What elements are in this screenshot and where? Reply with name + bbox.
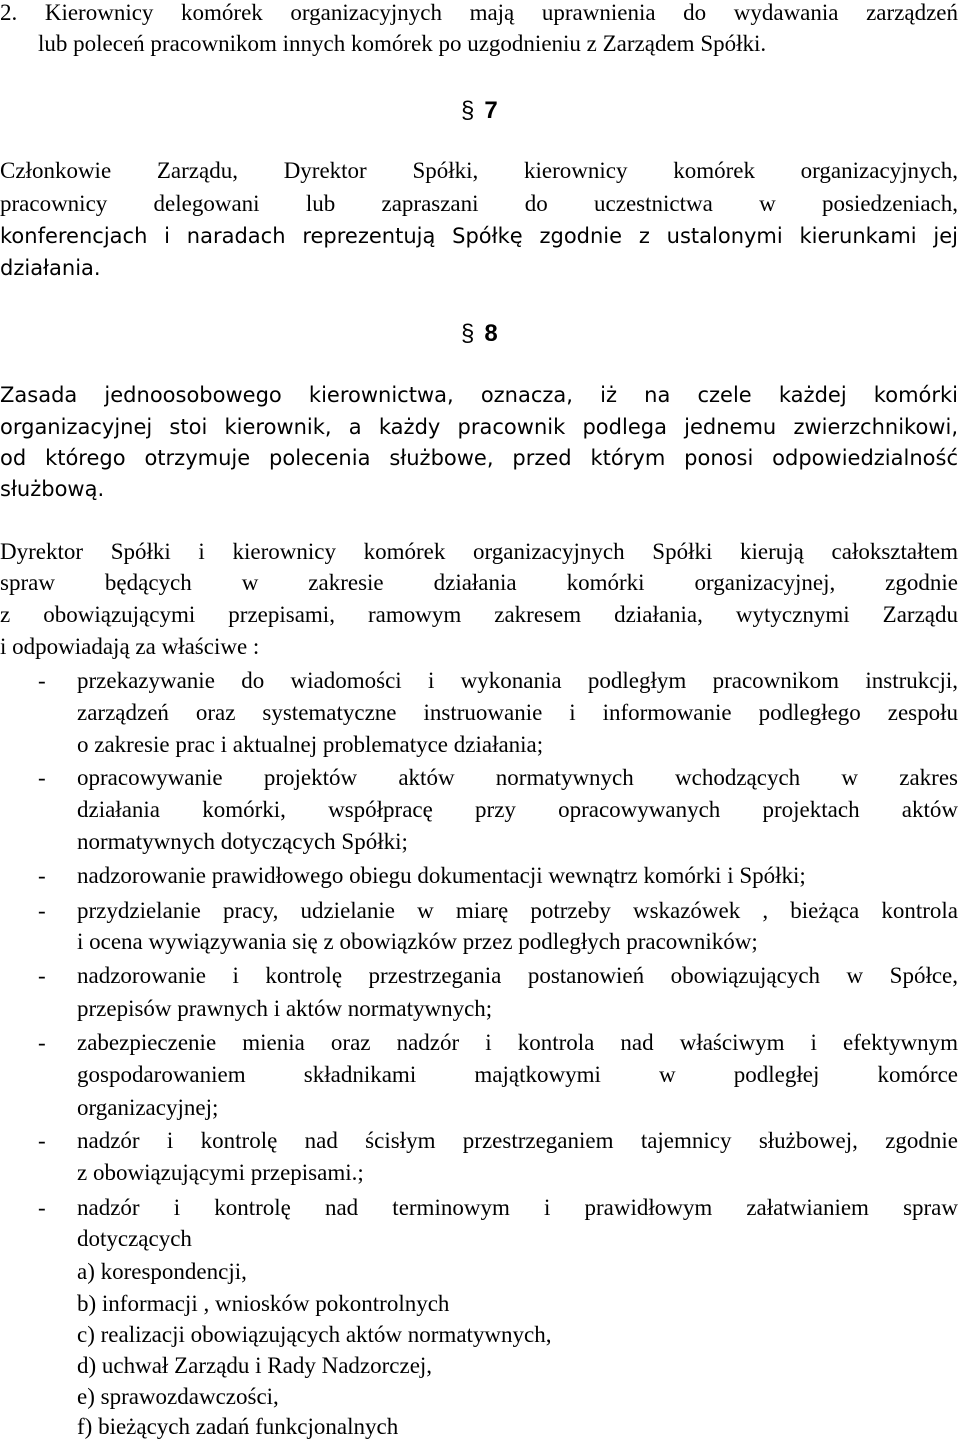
bullet-line: opracowywanie projektów aktów normatywnych wchodzących w zakres <box>77 765 958 790</box>
bullet-line: działania komórki, współpracę przy opracowywanych projektach aktów <box>77 797 958 822</box>
bullet-line: normatywnych dotyczących Spółki; <box>77 829 408 854</box>
subitem: a) korespondencji, <box>77 1259 247 1284</box>
section-8-heading <box>461 318 498 349</box>
bullet-line: organizacyjnej; <box>77 1095 219 1120</box>
bullet-marker: - <box>38 863 46 888</box>
bullet-marker: - <box>38 1128 46 1153</box>
subitem: f) bieżących zadań funkcjonalnych <box>77 1414 399 1439</box>
section8-para2-line: z obowiązującymi przepisami, ramowym zakresem działania, wytycznymi Zarządu <box>0 602 958 627</box>
section8-para2-line: Dyrektor Spółki i kierownicy komórek organizacyjnych Spółki kierują całokształtem <box>0 539 958 564</box>
section-7-heading <box>461 95 498 126</box>
section8-para1-line: organizacyjnej stoi kierownik, a każdy pracownik podlega jednemu zwierzchnikowi, <box>0 415 958 439</box>
section-number: 7 <box>484 97 498 124</box>
section8-para2-line: i odpowiadają za właściwe : <box>0 634 260 659</box>
bullet-marker: - <box>38 1195 46 1220</box>
bullet-line: przepisów prawnych i aktów normatywnych; <box>77 996 493 1021</box>
bullet-marker: - <box>38 1030 46 1055</box>
bullet-line: i ocena wywiązywania się z obowiązków przez podległych pracowników; <box>77 929 758 954</box>
section8-para1-line: Zasada jednoosobowego kierownictwa, oznacza, iż na czele każdej komórki <box>0 383 958 407</box>
bullet-line: gospodarowaniem składnikami majątkowymi w podległej komórce <box>77 1062 958 1087</box>
subitem: b) informacji , wniosków pokontrolnych <box>77 1291 450 1316</box>
bullet-line: zabezpieczenie mienia oraz nadzór i kontrola nad właściwym i efektywnym <box>77 1030 958 1055</box>
subitem: e) sprawozdawczości, <box>77 1384 279 1409</box>
bullet-line: dotyczących <box>77 1226 192 1251</box>
section-symbol: § <box>461 320 475 347</box>
section7-line: Członkowie Zarządu, Dyrektor Spółki, kierownicy komórek organizacyjnych, <box>0 158 958 183</box>
section7-line: działania. <box>0 256 101 280</box>
section7-line: pracownicy delegowani lub zapraszani do uczestnictwa w posiedzeniach, <box>0 191 958 216</box>
subitem: d) uchwał Zarządu i Rady Nadzorczej, <box>77 1353 433 1378</box>
bullet-marker: - <box>38 765 46 790</box>
bullet-line: nadzór i kontrolę nad ścisłym przestrzeganiem tajemnicy służbowej, zgodnie <box>77 1128 958 1153</box>
section-number: 8 <box>484 320 498 347</box>
section8-para1-line: służbową. <box>0 477 105 501</box>
section7-line: konferencjach i naradach reprezentują Spółkę zgodnie z ustalonymi kierunkami jej <box>0 224 958 248</box>
bullet-line: nadzorowanie prawidłowego obiegu dokumentacji wewnątrz komórki i Spółki; <box>77 863 806 888</box>
bullet-marker: - <box>38 668 46 693</box>
bullet-line: z obowiązującymi przepisami.; <box>77 1160 364 1185</box>
bullet-marker: - <box>38 963 46 988</box>
section8-para2-line: spraw będących w zakresie działania komórki organizacyjnej, zgodnie <box>0 570 958 595</box>
subitem: c) realizacji obowiązujących aktów normatywnych, <box>77 1322 552 1347</box>
bullet-line: przekazywanie do wiadomości i wykonania podległym pracownikom instrukcji, <box>77 668 958 693</box>
bullet-line: przydzielanie pracy, udzielanie w miarę potrzeby wskazówek , bieżąca kontrola <box>77 898 958 923</box>
bullet-line: o zakresie prac i aktualnej problematyce działania; <box>77 732 544 757</box>
bullet-marker: - <box>38 898 46 923</box>
bullet-line: nadzorowanie i kontrolę przestrzegania postanowień obowiązujących w Spółce, <box>77 963 958 988</box>
section8-para1-line: od którego otrzymuje polecenia służbowe, przed którym ponosi odpowiedzialność <box>0 446 958 470</box>
bullet-line: nadzór i kontrolę nad terminowym i prawidłowym załatwianiem spraw <box>77 1195 958 1220</box>
section-symbol: § <box>461 97 475 124</box>
bullet-line: zarządzeń oraz systematyczne instruowanie i informowanie podległego zespołu <box>77 700 958 725</box>
item2-line: 2. Kierownicy komórek organizacyjnych mają uprawnienia do wydawania zarządzeń <box>0 0 958 25</box>
item2-line: lub poleceń pracownikom innych komórek po uzgodnieniu z Zarządem Spółki. <box>38 31 767 56</box>
